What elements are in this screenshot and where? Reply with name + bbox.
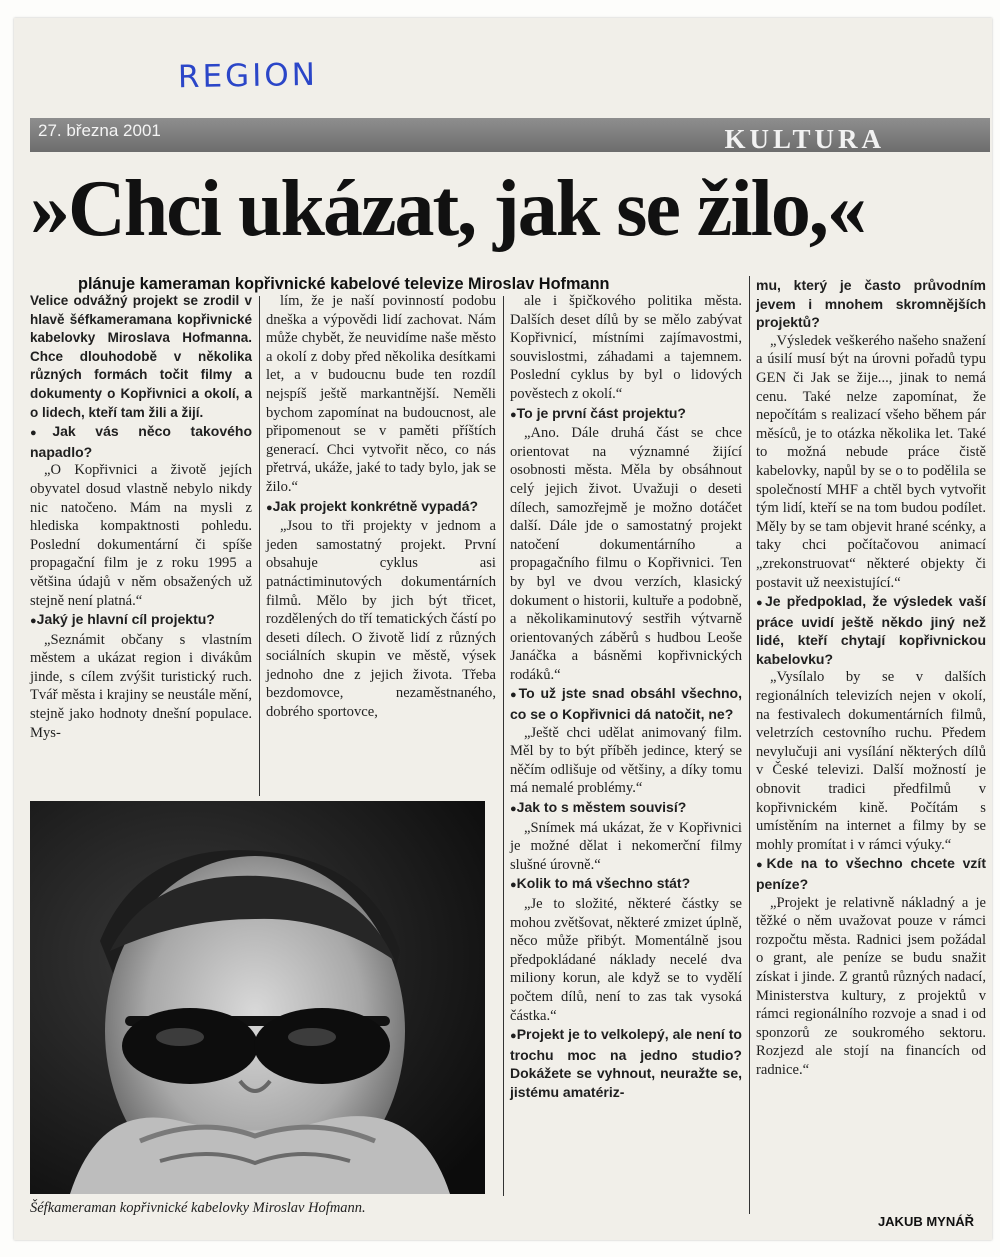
portrait-image <box>30 801 485 1194</box>
answer-paragraph: „Vysílalo by se v dalších regionálních televizích nejen v okolí, na festivalech dokumentárních filmů, veletrzích cestovního ruchu. Předem nevylučuji ani vysílání některých dílů v České televizi. Další možností je obnovit tradici předfilmů v kopřivnickém kině. Počítám s umístěním na internet a filmy by se mohly promítat i v rámci výuky.“ <box>756 669 986 853</box>
question-paragraph: ● Kolik to má všechno stát? <box>510 874 742 895</box>
answer-paragraph: „Seznámit občany s vlastním městem a ukázat region i divákům jinde, s cílem zvýšit turistický ruch. Tvář města i krajiny se neustále mění, stejně jako hodnoty dnešní populace. Mys- <box>30 631 252 741</box>
question-paragraph: ● Jak projekt konkrétně vypadá? <box>266 497 496 518</box>
question-paragraph: mu, který je často průvodním jevem i mnohem skromnějších projektů? <box>756 277 986 331</box>
answer-paragraph: „Výsledek veškerého našeho snažení a úsilí musí být na úrovni pořadů typu GEN či Jak se žije..., jinak to nemá cenu. Také nelze zapomínat, že nepočítám s realizací všeho během pár měsíců, je to otázka několika let. Také to možná nebude práce čistě kabelovky, napůl by se o to podělila se společností MHF a chtěl bych vytvořit tým lidí, kteří se na tom budou podílet. Měly by se tam objevit hrané scénky, a taky chci počítačovou animací „zrekonstruovat“ některé objekty či postavit už neexistující.“ <box>756 332 986 591</box>
answer-paragraph: „Ano. Dále druhá část se chce orientovat na významné žijící osobnosti města. Měla by obsáhnout celý jejich život. Uvažuji o deseti dílech, samozřejmě je možno dotáčet další. Dále jde o samostatný projekt natočení dokumentárního a propagačního filmu o Kopřivnici. Ten by byl ve dvou verzích, klasický dokument o historii, kultuře a podobně, a několikaminutový sestřih výtvarně orientovaných záběrů s hudbou Leoše Janáčka a básněmi kopřivnických rodáků.“ <box>510 425 742 683</box>
question-paragraph: ● Projekt je to velkolepý, ale není to trochu moc na jedno studio? Dokážete se vyhnout, neuražte se, jistému amatériz- <box>510 1025 742 1101</box>
author-byline: JAKUB MYNÁŘ <box>877 1214 974 1229</box>
answer-paragraph: ale i špičkového politika města. Dalších deset dílů by se mělo zabývat Kopřivnicí, místními zajímavostmi, souvislostmi, záhadami a tajemnem. Poslední cyklus by byl o lidových pověstech z okolí.“ <box>510 293 742 402</box>
article-column-3 <box>510 292 742 1102</box>
answer-paragraph: „Jsou to tři projekty v jednom a jeden samostatný projekt. První obsahuje cyklus asi patnáctiminutových dokumentárních filmů. Mělo by jich být třicet, rozdělených do tří tematických částí po deseti dílech. O životě lidí z různých sociálních skupin ve městě, výsek jednoho dne z jejich života. Třeba bezdomovce, nezaměstnaného, dobrého sportovce, <box>266 518 496 721</box>
portrait-photo <box>30 801 485 1194</box>
issue-date: 27. března 2001 <box>38 121 161 140</box>
answer-paragraph: „Ještě chci udělat animovaný film. Měl by to být příběh jedince, který se něčím odlišuje od většiny, a díky tomu má nemalé problémy.“ <box>510 724 742 797</box>
answer-paragraph: lím, že je naší povinností podobu dneška a výpovědi lidí zachovat. Nám může chybět, že neuvidíme naše město a okolí z doby před několika desítkami let, a v budoucnu bude ten rozdíl nejspíš ještě markantnější. Neměli bychom zapomínat na budoucnost, ale připomenout se v paměti příštích generací. Chci vytvořit něco, co nás přetrvá, ukáže, jaké to tady bylo, jak se žilo.“ <box>266 293 496 495</box>
question-paragraph: ● To už jste snad obsáhl všechno, co se o Kopřivnici dá natočit, ne? <box>510 684 742 723</box>
article-column-2 <box>266 292 496 722</box>
article-column-1 <box>30 292 252 742</box>
article-lead: Velice odvážný projekt se zrodil v hlavě šéfkameramana kopřivnické kabelovky Miroslava Hofmanna. Chce dlouhodobě v několika různých formách točit filmy a dokumenty o Kopřivnici a okolí, a o lidech, kteří tam žili a žijí. <box>30 293 252 420</box>
question-paragraph: ● To je první část projektu? <box>510 404 742 425</box>
article-column-4 <box>756 276 986 1080</box>
question-paragraph: ● Jak to s městem souvisí? <box>510 798 742 819</box>
question-paragraph: ● Kde na to všechno chcete vzít peníze? <box>756 854 986 893</box>
column-rule <box>259 296 260 796</box>
question-paragraph: ● Jak vás něco takového napadlo? <box>30 422 252 461</box>
question-paragraph: ● Jaký je hlavní cíl projektu? <box>30 610 252 631</box>
photo-caption: Šéfkameraman kopřivnické kabelovky Miroslav Hofmann. <box>30 1200 366 1216</box>
answer-paragraph: „Projekt je relativně nákladný a je těžké o něm uvažovat pouze v rámci rozpočtu města. Radnici jsem požádal o grant, ale peníze se budu snažit získat i jinde. Z grantů různých nadací, Ministerstva kultury, z projektů v rámci regionálního rozvoje a snad i od sponzorů ze soukromého sektoru. Rozjezd ale stojí na financích od radnice.“ <box>756 894 986 1078</box>
handwritten-note: REGION <box>177 56 319 96</box>
column-rule <box>749 276 750 1214</box>
section-title: KULTURA <box>724 124 885 154</box>
answer-paragraph: „O Kopřivnici a životě jejích obyvatel dosud vlastně nebylo nikdy nic natočeno. Mám na mysli z hlediska kompaktnosti pohledu. Poslední dokumentární či spíše propagační film je z roku 1995 a většina údajů v něm obsažených už stejně není platná.“ <box>30 462 252 609</box>
column-rule <box>503 296 504 1196</box>
question-paragraph: ● Je předpoklad, že výsledek vaší práce uvidí ještě někdo jiný než lidé, kteří chytají kopřivnickou kabelovku? <box>756 592 986 668</box>
headline: »Chci ukázat, jak se žilo,« <box>30 165 865 253</box>
answer-paragraph: „Snímek má ukázat, že v Kopřivnici je možné dělat i nekomerční filmy slušné úrovně.“ <box>510 819 742 873</box>
subheadline: plánuje kameraman kopřivnické kabelové televize Miroslav Hofmann <box>78 274 610 293</box>
answer-paragraph: „Je to složité, některé částky se mohou zvětšovat, některé zmizet úplně, něco může přibýt. Momentálně jsou předpokládané náklady necelé dva miliony korun, ale když se to vydělí počtem dílů, není to zas tak vysoká částka.“ <box>510 896 742 1024</box>
